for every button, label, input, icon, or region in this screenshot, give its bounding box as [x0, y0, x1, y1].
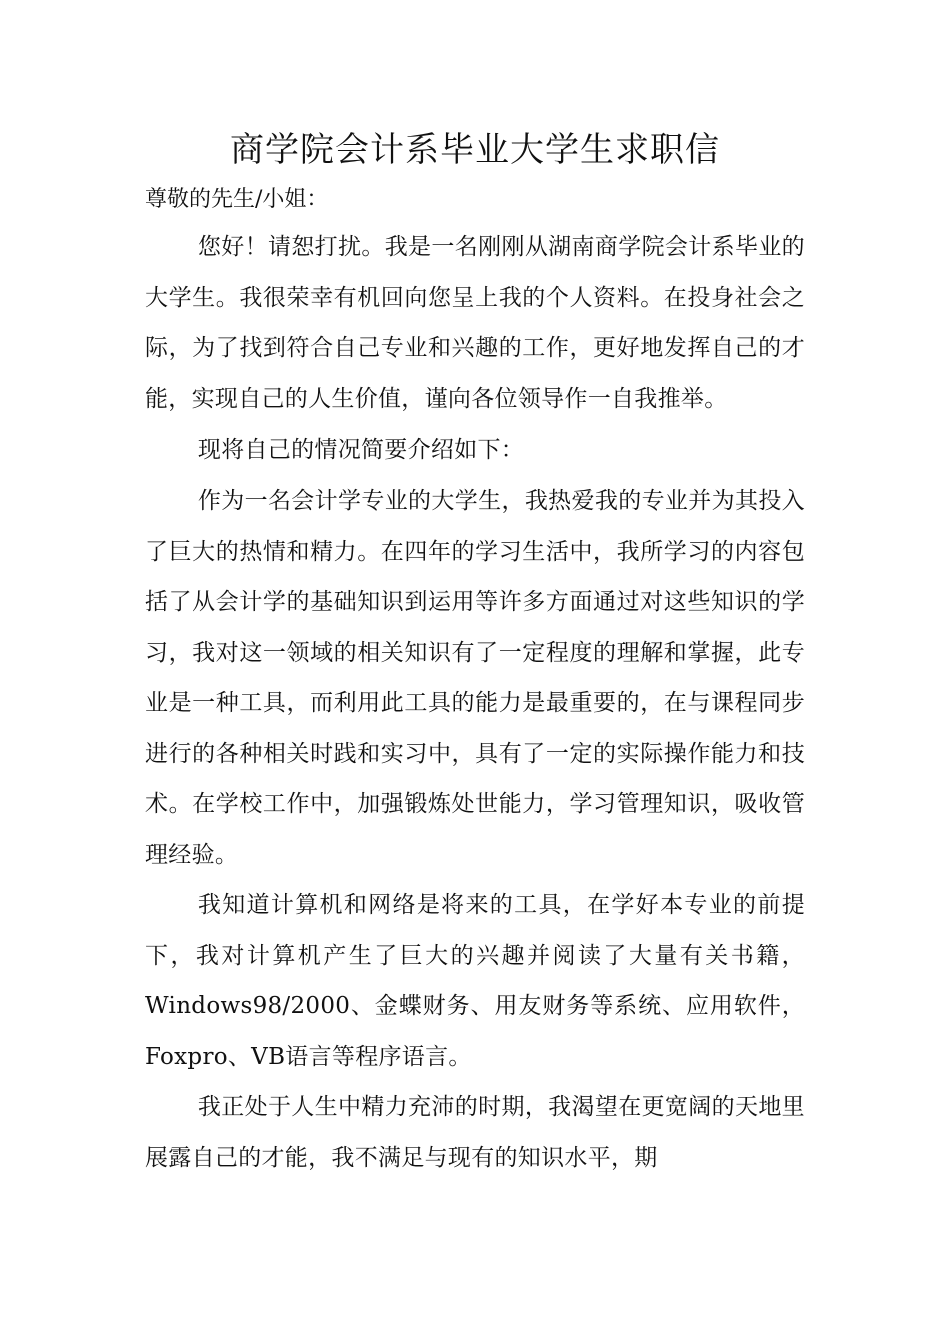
paragraph-intro: 现将自己的情况简要介绍如下： — [197, 437, 525, 463]
letter-page — [145, 118, 805, 1183]
paragraph-greeting: 您好！请恕打扰。我是一名刚刚从湖南商学院会计系毕业的大学生。我很荣幸有机回向您呈上我的个人资料。在投身社会之际，为了找到符合自己专业和兴趣的工作，更好地发挥自己的才能，实现自己的人生价值，谨向各位领导作一自我推举。 — [145, 234, 805, 412]
salutation: 尊敬的先生/小姐： — [145, 187, 329, 212]
paragraph-major: 作为一名会计学专业的大学生，我热爱我的专业并为其投入了巨大的热情和精力。在四年的学习生活中，我所学习的内容包括了从会计学的基础知识到运用等许多方面通过对这些知识的学习，我对这一领域的相关知识有了一定程度的理解和掌握，此专业是一种工具，而利用此工具的能力是最重要的，在与课程同步进行的各种相关时践和实习中，具有了一定的实际操作能力和技术。在学校工作中，加强锻炼处世能力，学习管理知识，吸收管理经验。 — [145, 488, 805, 868]
paragraph-aspiration: 我正处于人生中精力充沛的时期，我渴望在更宽阔的天地里展露自己的才能，我不满足与现有的知识水平，期 — [145, 1094, 805, 1171]
document-title: 商学院会计系毕业大学生求职信 — [230, 130, 720, 170]
paragraph-computer-skills: 我知道计算机和网络是将来的工具，在学好本专业的前提下，我对计算机产生了巨大的兴趣并阅读了大量有关书籍，Windows98/2000、金蝶财务、用友财务等系统、应用软件，Foxpro、VB语言等程序语言。 — [145, 892, 805, 1070]
